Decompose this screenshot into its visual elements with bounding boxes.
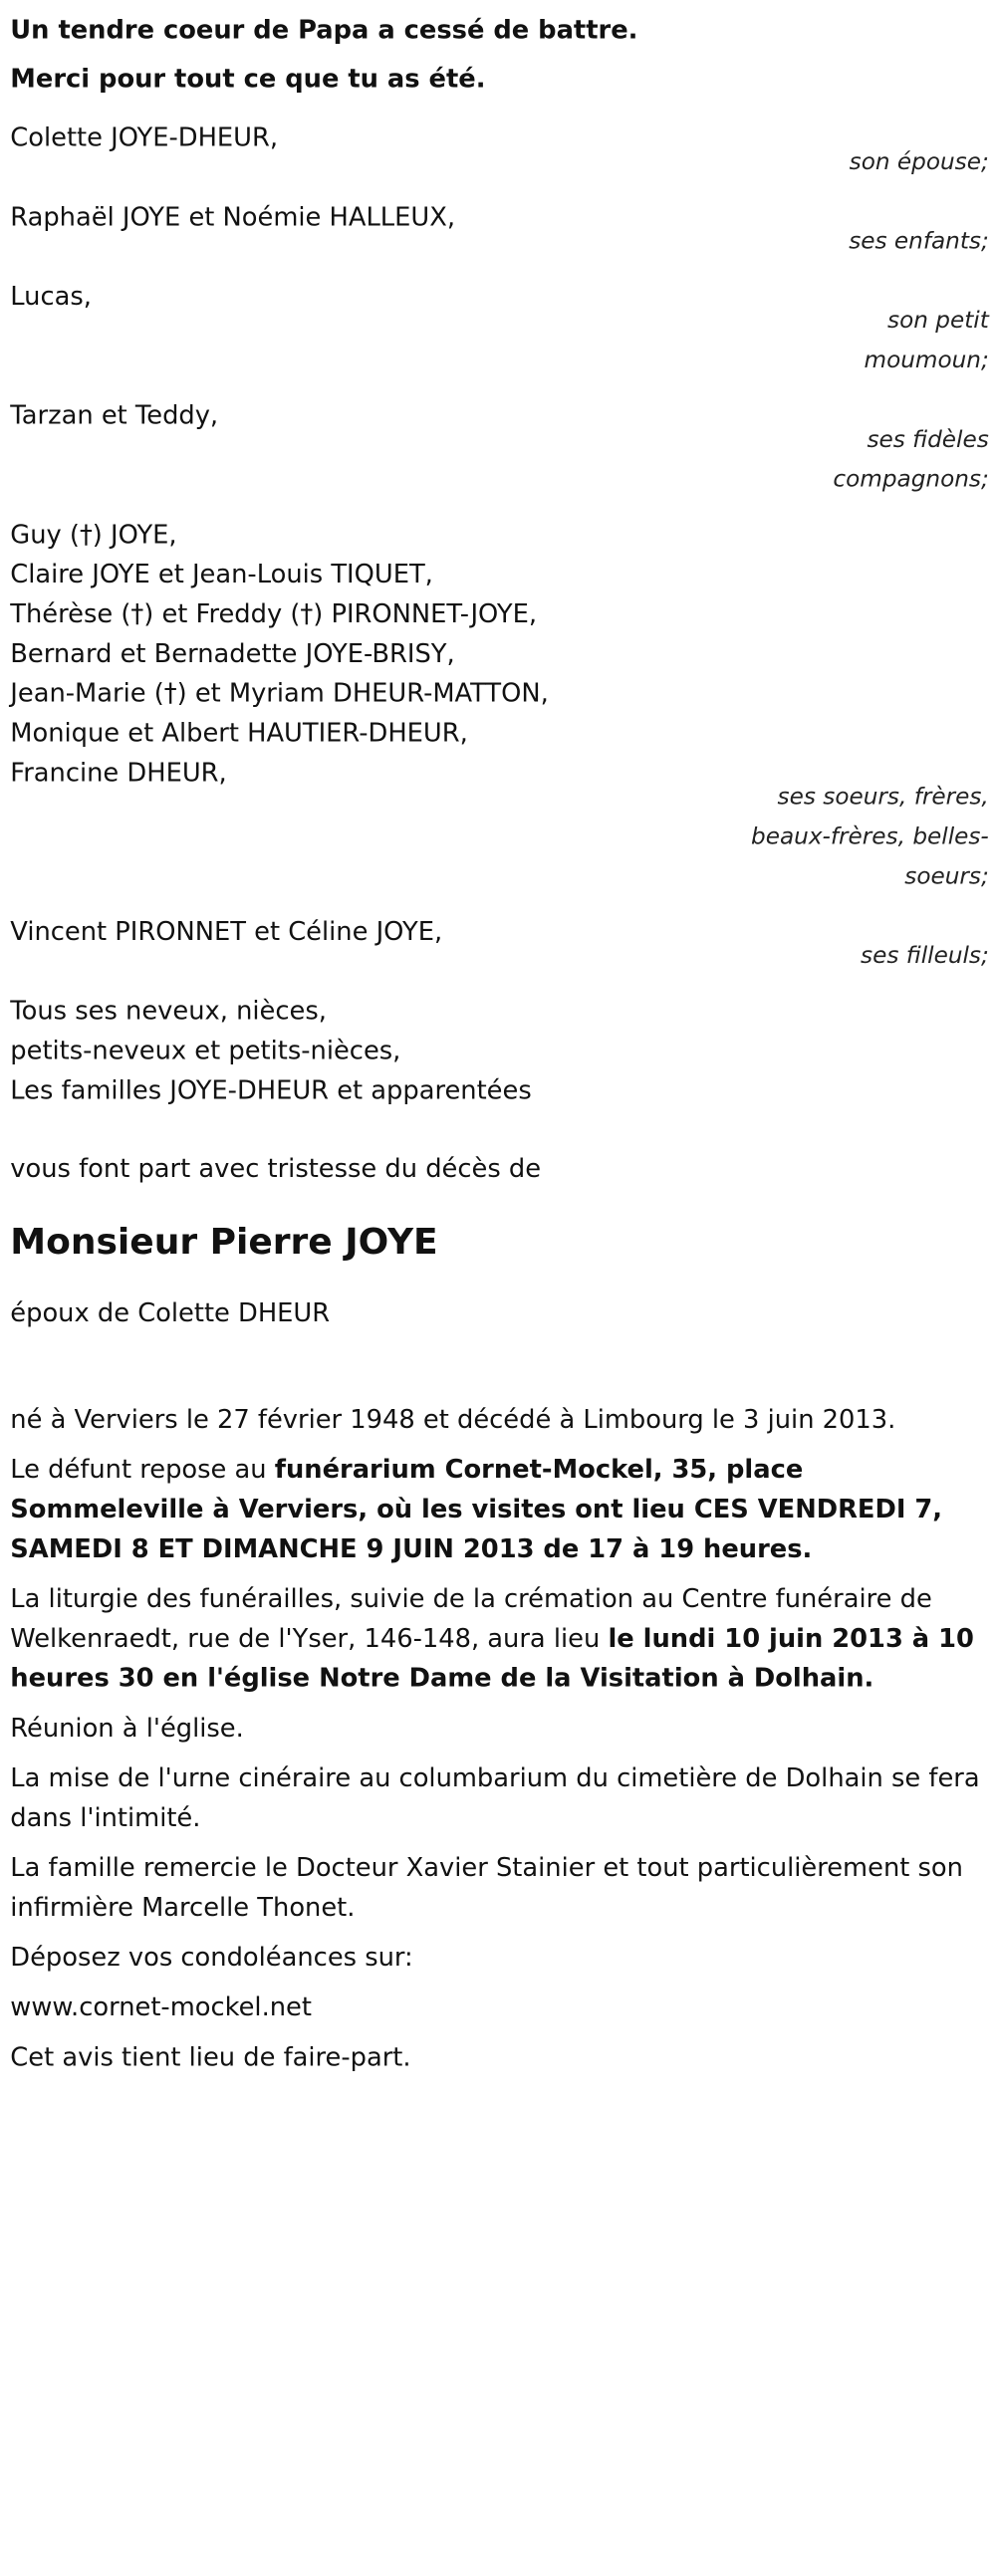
condolences-line: Déposez vos condoléances sur: [10, 1941, 413, 1973]
family-name: Colette JOYE-DHEUR, [10, 121, 279, 153]
visit-paragraph [10, 1450, 989, 1569]
intro-line-2: Merci pour tout ce que tu as été. [10, 63, 486, 94]
family-role: beaux-frères, belles- [751, 822, 989, 850]
family-name: Lucas, [10, 280, 92, 312]
family-name: Francine DHEUR, [10, 757, 227, 788]
family-name: Vincent PIRONNET et Céline JOYE, [10, 915, 443, 947]
visit-text: Le défunt repose au [10, 1453, 275, 1485]
family-name: Thérèse (†) et Freddy (†) PIRONNET-JOYE, [10, 597, 538, 629]
others-line: Les familles JOYE-DHEUR et apparentées [10, 1073, 532, 1105]
urn-paragraph: La mise de l'urne cinéraire au columbarium du cimetière de Dolhain se fera dans l'intimité. [10, 1761, 980, 1833]
family-name: Bernard et Bernadette JOYE-BRISY, [10, 637, 455, 669]
family-group-children [10, 197, 989, 261]
reunion-line: Réunion à l'église. [10, 1712, 244, 1744]
family-name: Claire JOYE et Jean-Louis TIQUET, [10, 558, 433, 589]
liturgy-details: le lundi 10 juin 2013 à 10 heures 30 en l'église Notre Dame de la Visitation à Dolhain. [10, 1622, 974, 1694]
family-name: Tarzan et Teddy, [10, 399, 219, 431]
others-line: petits-neveux et petits-nièces, [10, 1035, 401, 1065]
others-list [10, 991, 989, 1110]
liturgy-text: La liturgie des funérailles, suivie de la crémation au Centre funéraire de Welkenraedt, rue de l'Yser, 146-148, aura lieu [10, 1582, 932, 1654]
family-role: moumoun; [864, 347, 989, 374]
family-role: son petit [887, 307, 989, 335]
family-role: son épouse; [849, 148, 989, 176]
liturgy-paragraph [10, 1579, 989, 1699]
obituary-content [10, 5, 989, 2087]
birth-death-line: né à Verviers le 27 février 1948 et décédé à Limbourg le 3 juin 2013. [10, 1403, 896, 1435]
family-group-siblings [10, 515, 989, 896]
family-group-companions [10, 395, 989, 499]
announcement: vous font part avec tristesse du décès de [10, 1152, 542, 1184]
family-group-grandchild [10, 277, 989, 380]
family-role: compagnons; [833, 466, 989, 494]
family-name: Monique et Albert HAUTIER-DHEUR, [10, 717, 468, 749]
family-name: Guy (†) JOYE, [10, 518, 177, 550]
family-role: soeurs; [904, 862, 989, 890]
family-role: ses soeurs, frères, [777, 784, 989, 812]
spouse-line: époux de Colette DHEUR [10, 1296, 331, 1328]
visit-details: funérarium Cornet-Mockel, 35, place Sommeleville à Verviers, où les visites ont lieu CES VENDREDI 7, SAMEDI 8 ET DIMANCHE 9 JUIN 2013 de 17 à 19 heures. [10, 1453, 943, 1564]
family-role: ses fidèles [867, 426, 989, 454]
others-line: Tous ses neveux, nièces, [10, 995, 327, 1027]
family-group-godchildren [10, 912, 989, 976]
family-group-spouse [10, 117, 989, 181]
family-name: Jean-Marie (†) et Myriam DHEUR-MATTON, [10, 677, 549, 709]
intro-line-1: Un tendre coeur de Papa a cessé de battre. [10, 14, 638, 46]
deceased-name: Monsieur Pierre JOYE [10, 1220, 438, 1263]
thanks-paragraph: La famille remercie le Docteur Xavier Stainier et tout particulièrement son infirmière Marcelle Thonet. [10, 1851, 963, 1923]
family-role: ses enfants; [849, 227, 989, 255]
family-name: Raphaël JOYE et Noémie HALLEUX, [10, 200, 456, 232]
notice-line: Cet avis tient lieu de faire-part. [10, 2040, 411, 2072]
website-link[interactable]: www.cornet-mockel.net [10, 1991, 312, 2022]
family-role: ses filleuls; [861, 942, 989, 970]
